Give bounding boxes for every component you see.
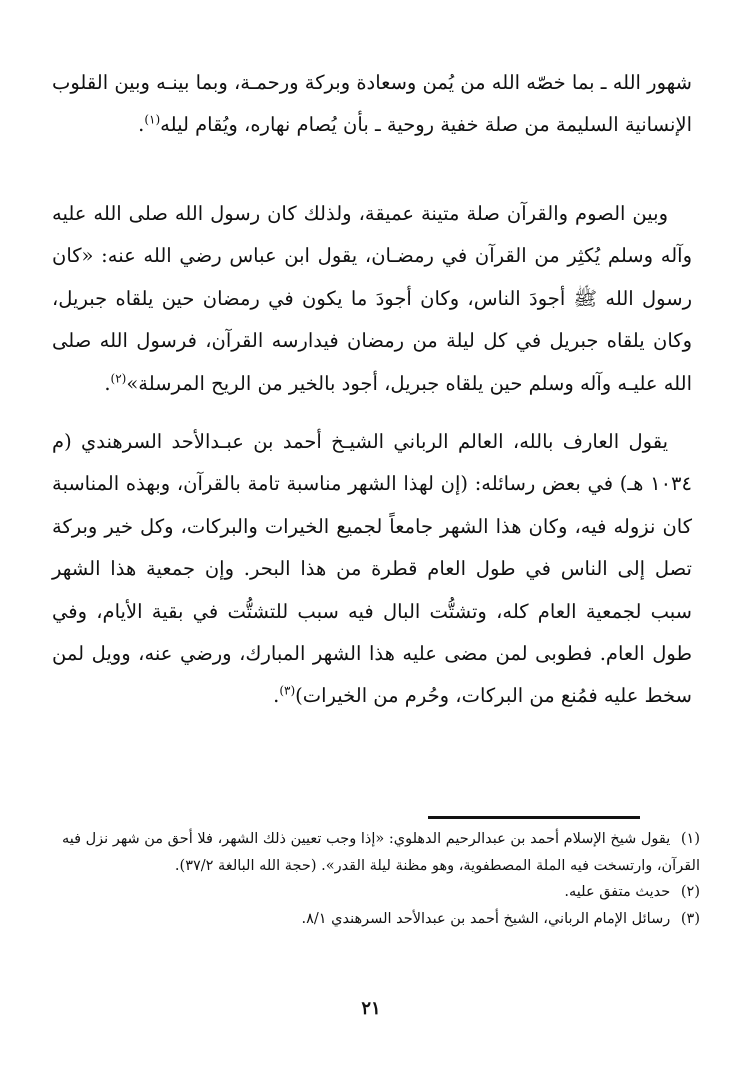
footnotes-section bbox=[60, 826, 700, 932]
footnote-ref-3[interactable]: (٣) bbox=[279, 683, 296, 698]
paragraph-1 bbox=[52, 62, 692, 147]
paragraph-1-text: شهور الله ـ بما خصّه الله من يُمن وسعادة وبركة ورحمـة، وبما بينـه وبين القلوب الإنسانية السليمة من صلة خفية روحية ـ بأن يُصام نهاره، ويُقام ليله bbox=[52, 71, 692, 137]
paragraph-1-end: . bbox=[138, 113, 145, 137]
footnote-ref-1[interactable]: (١) bbox=[144, 112, 161, 127]
paragraph-3-end: . bbox=[273, 684, 280, 708]
footnote-3-number: (٣) bbox=[680, 910, 700, 927]
footnote-divider bbox=[428, 816, 640, 819]
paragraph-2-text: وبين الصوم والقرآن صلة متينة عميقة، ولذلك كان رسول الله صلى الله عليه وآله وسلم يُكثِر من القرآن في رمضـان، يقول ابن عباس رضي الله عنه: «كان رسول الله ﷺ أجودَ الناس، وكان أجودَ ما يكون في رمضان حين يلقاه جبريل، وكان يلقاه جبريل في كل ليلة من رمضان فيدارسه القرآن، فرسول الله صلى الله عليـه وآله وسلم حين يلقاه جبريل، أجود بالخير من الريح المرسلة» bbox=[52, 202, 692, 395]
footnote-1-number: (١) bbox=[680, 831, 700, 847]
page-number: ٢١ bbox=[361, 998, 381, 1019]
footnote-2-number: (٢) bbox=[680, 884, 700, 900]
paragraph-3-text: يقول العارف بالله، العالم الرباني الشيـخ أحمد بن عبـدالأحد السرهندي (م ١٠٣٤ هـ) في بعض رسائله: (إن لهذا الشهر مناسبة تامة بالقرآن، وبهذه المناسبة كان نزوله فيه، وكان هذا الشهر جامعاً لجميع الخيرات والبركات، وكل خير وبركة تصل إلى الناس في طول العام قطرة من هذا البحر. وإن جمعية هذا الشهر سبب لجمعية العام كله، وتشتُّت البال فيه سبب للتشتُّت في بقية الأيام، وفي طول العام. فطوبى لمن مضى عليه هذا الشهر المبارك، ورضي عنه، وويل لمن سخط عليه فمُنع من البركات، وحُرم من الخيرات) bbox=[52, 430, 692, 708]
footnote-1 bbox=[60, 826, 700, 879]
footnote-2-text: حديث متفق عليه. bbox=[564, 884, 671, 900]
paragraph-3 bbox=[52, 421, 692, 718]
paragraph-2 bbox=[52, 193, 692, 405]
paragraph-2-end: . bbox=[104, 371, 111, 395]
footnote-1-text: يقول شيخ الإسلام أحمد بن عبدالرحيم الدهلوي: «إذا وجب تعيين ذلك الشهر، فلا أحق من شهر نزل فيه القرآن، وارتسخت فيه الملة المصطفوية، وهو مظنة ليلة القدر». (حجة الله البالغة ٣٧/٢). bbox=[61, 831, 700, 874]
footnote-3-text: رسائل الإمام الرباني، الشيخ أحمد بن عبدالأحد السرهندي ٨/١. bbox=[301, 910, 671, 927]
footnote-3 bbox=[60, 906, 700, 933]
footnote-ref-2[interactable]: (٢) bbox=[110, 371, 127, 386]
footnote-2 bbox=[60, 879, 700, 906]
